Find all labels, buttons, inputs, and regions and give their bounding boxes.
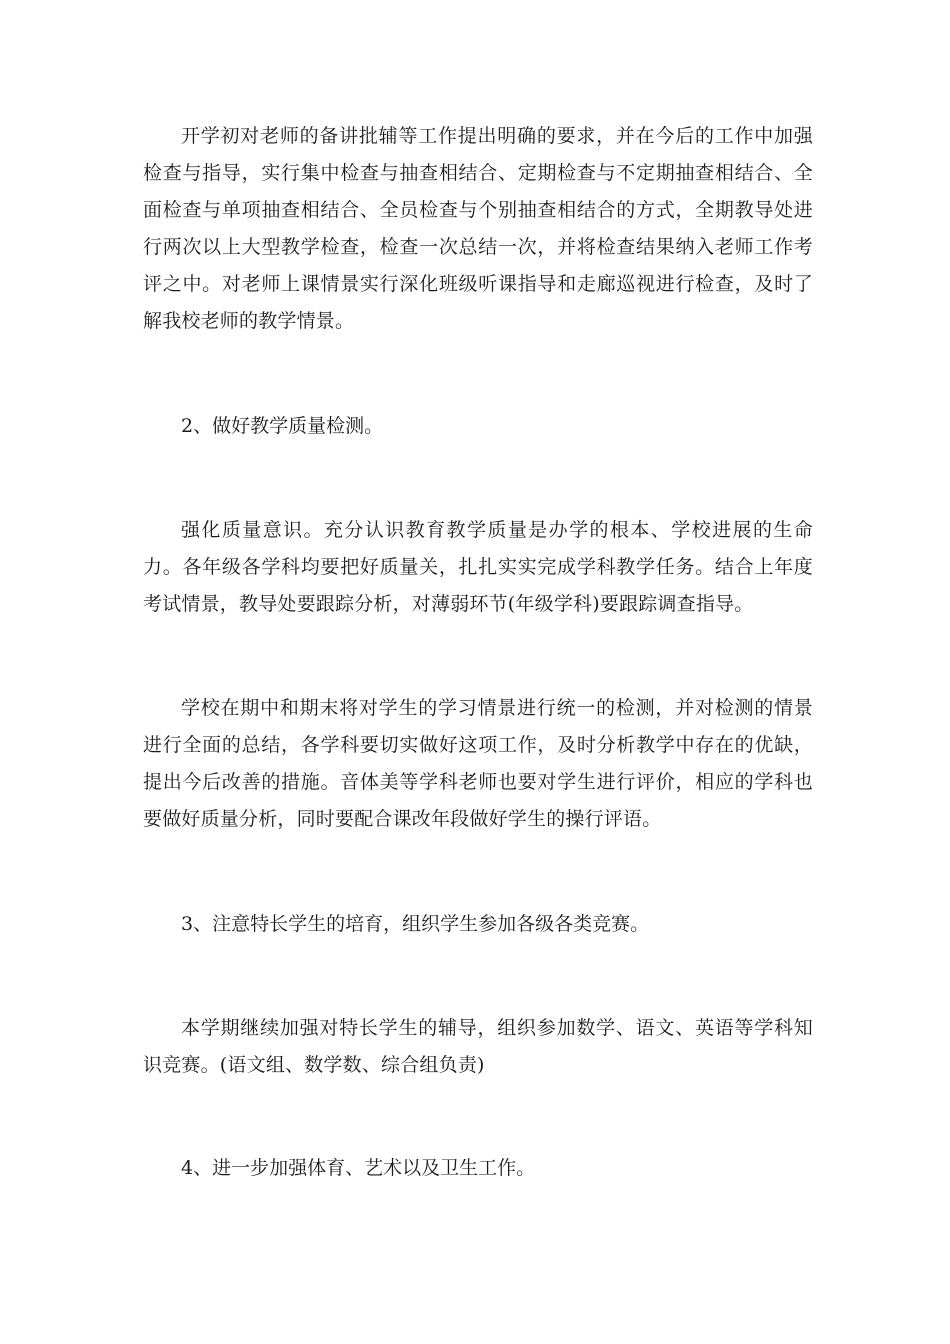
paragraph-competitions: 本学期继续加强对特长学生的辅导，组织参加数学、语文、英语等学科知识竞赛。(语文组、数学数、综合组负责) [143,1017,813,1076]
heading-talent-cultivation: 3、注意特长学生的培育，组织学生参加各级各类竞赛。 [181,913,650,935]
heading-quality-testing: 2、做好教学质量检测。 [181,415,384,437]
paragraph-exam-evaluation: 学校在期中和期末将对学生的学习情景进行统一的检测，并对检测的情景进行全面的总结，各学科要切实做好这项工作，及时分析教学中存在的优缺，提出今后改善的措施。音体美等学科老师也要对学生进行评价，相应的学科也要做好质量分析，同时要配合课改年段做好学生的操行评语。 [143,697,813,830]
heading-sports-arts-health: 4、进一步加强体育、艺术以及卫生工作。 [181,1157,536,1179]
paragraph-quality-awareness: 强化质量意识。充分认识教育教学质量是办学的根本、学校进展的生命力。各年级各学科均要把好质量关，扎扎实实完成学科教学任务。结合上年度考试情景，教导处要跟踪分析，对薄弱环节(年级学科)要跟踪调查指导。 [143,519,813,615]
paragraph-inspection: 开学初对老师的备讲批辅等工作提出明确的要求，并在今后的工作中加强检查与指导，实行集中检查与抽查相结合、定期检查与不定期抽查相结合、全面检查与单项抽查相结合、全员检查与个别抽查相结合的方式，全期教导处进行两次以上大型教学检查，检查一次总结一次，并将检查结果纳入老师工作考评之中。对老师上课情景实行深化班级听课指导和走廊巡视进行检查，及时了解我校老师的教学情景。 [143,125,813,332]
